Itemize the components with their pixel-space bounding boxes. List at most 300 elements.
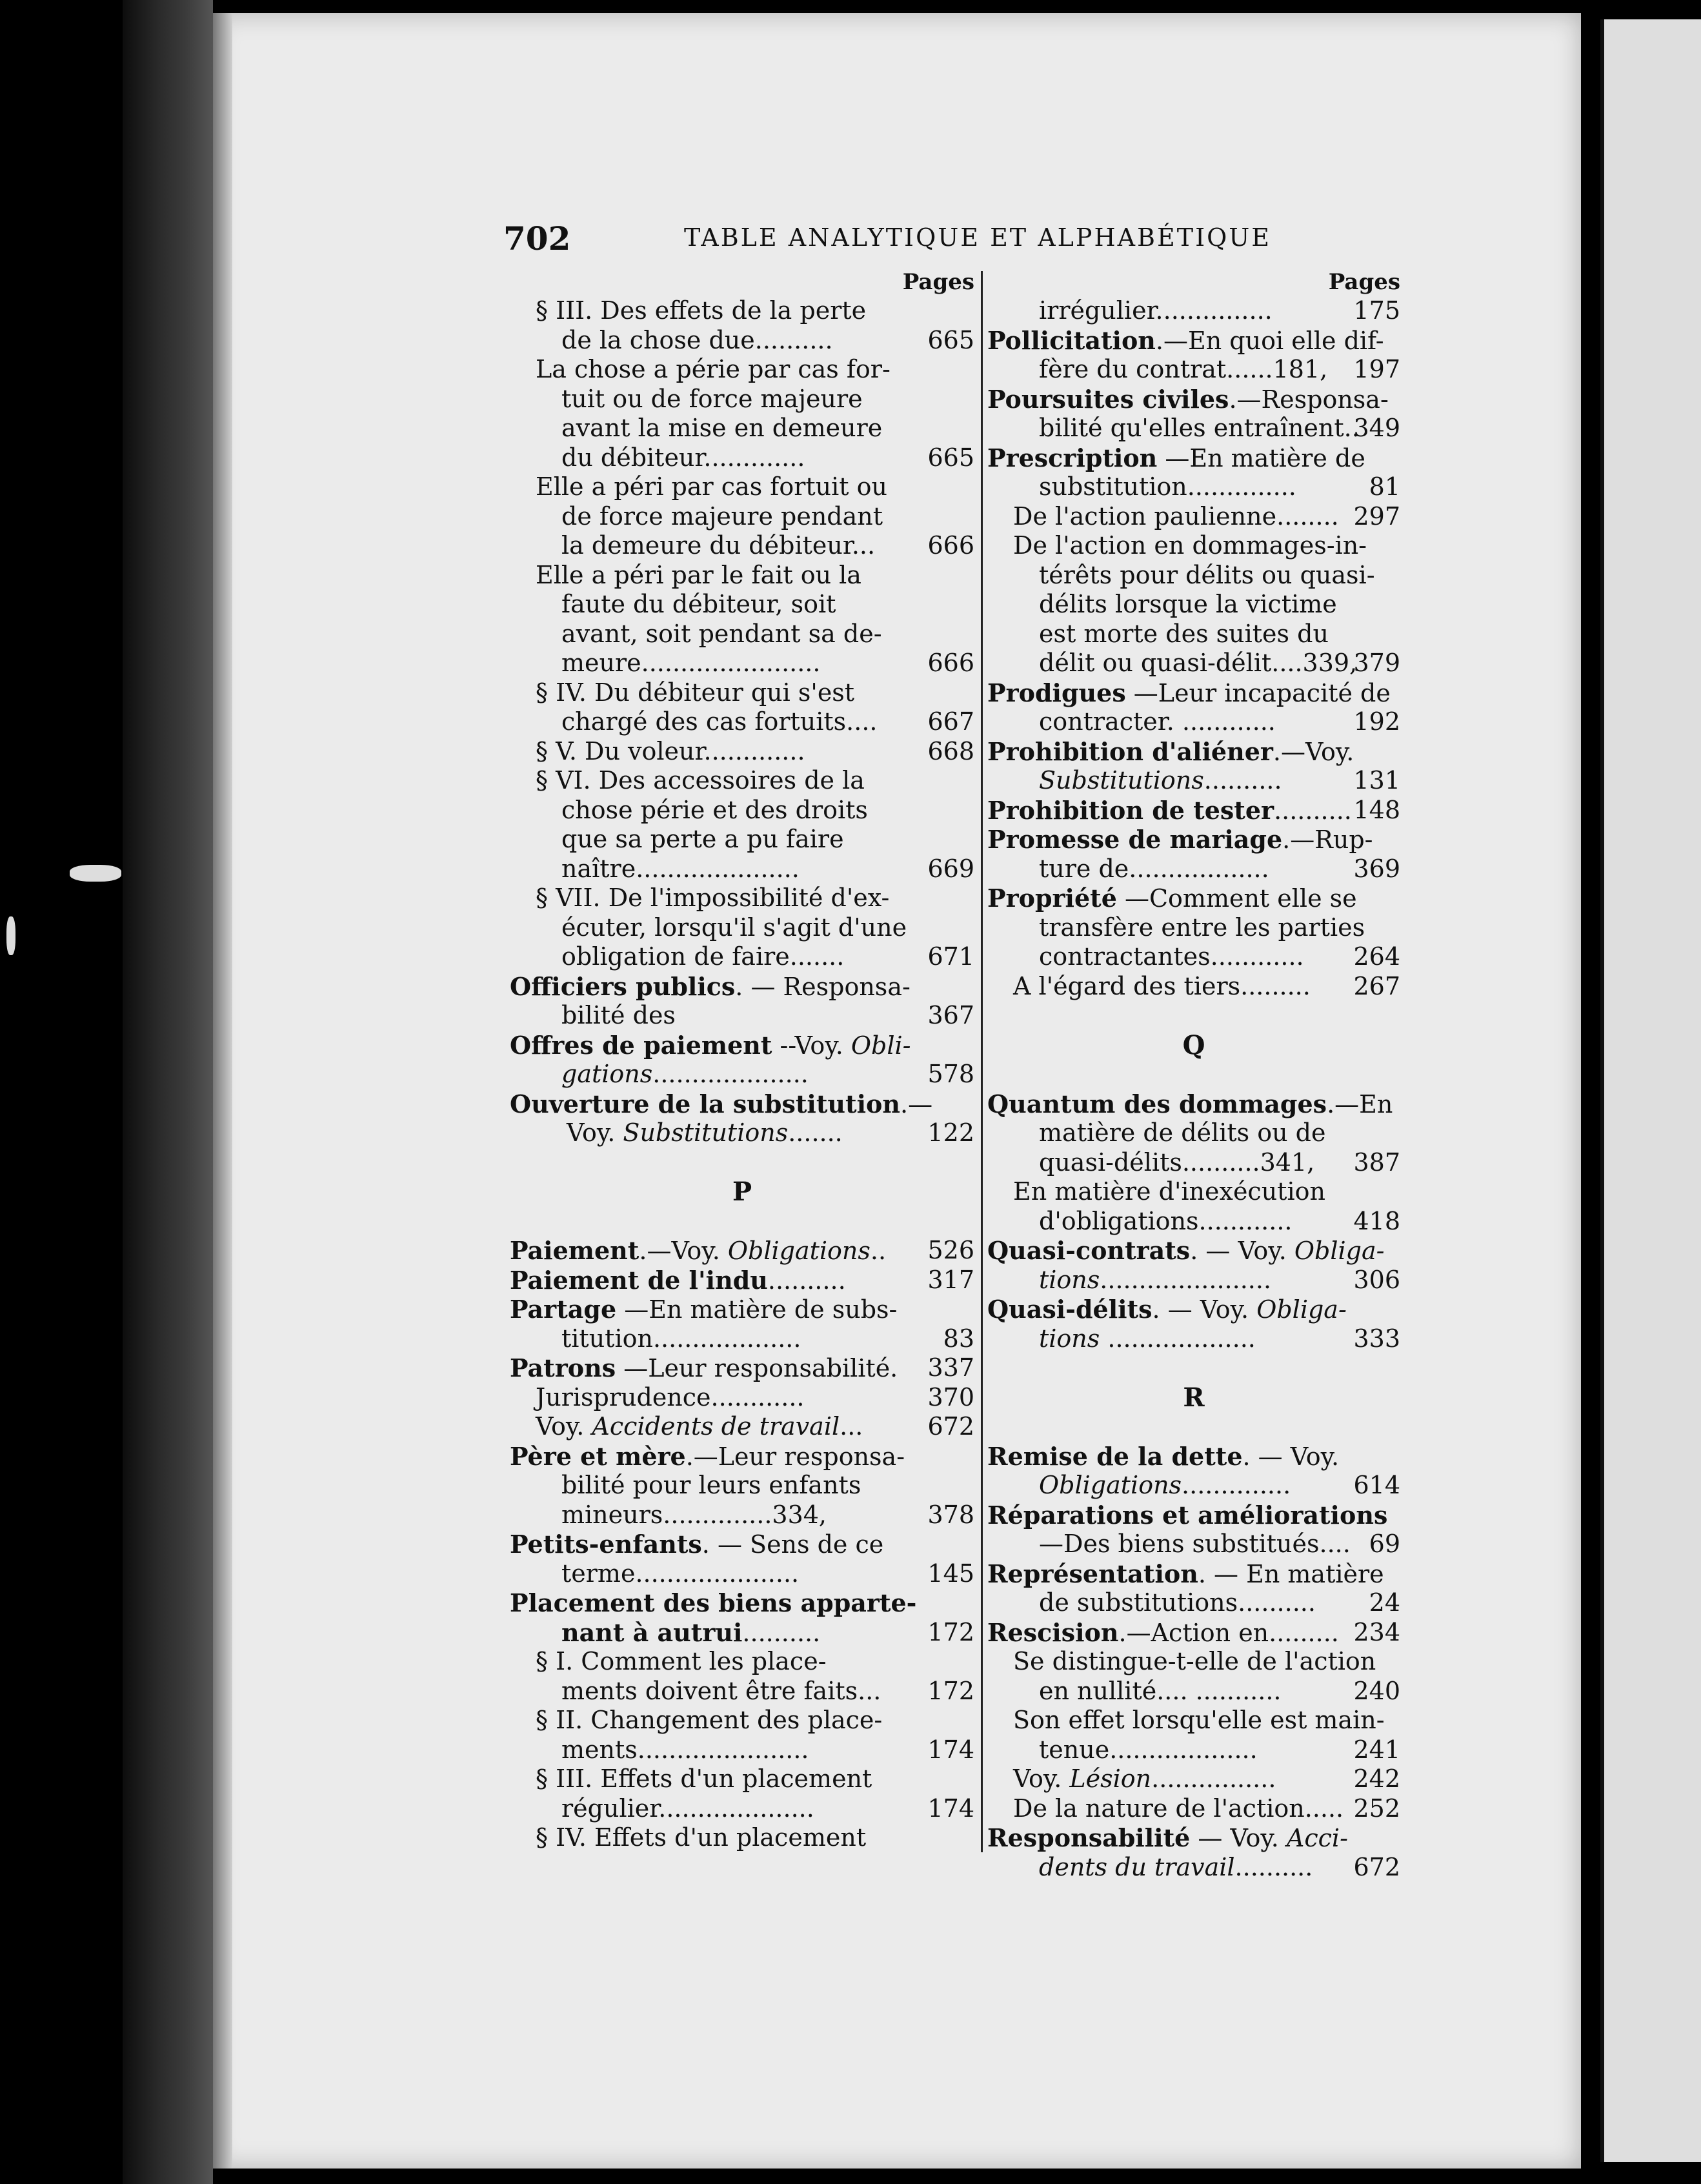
- page-reference: 264: [1353, 942, 1400, 971]
- index-entry-line: [987, 1647, 1400, 1677]
- index-entry-line: [510, 414, 974, 443]
- entry-heading: Petits-enfants: [510, 1530, 702, 1559]
- page-reference: 174: [927, 1794, 974, 1823]
- page-reference: 370: [927, 1382, 974, 1411]
- index-entry-line: [510, 942, 974, 972]
- entry-heading: Pollicitation: [987, 325, 1156, 355]
- index-entry-line: [510, 1677, 974, 1706]
- entry-text: d'obligations............: [1039, 1206, 1293, 1235]
- entry-text: § VII. De l'impossibilité d'ex-: [536, 884, 890, 912]
- page-reference: 81: [1369, 472, 1400, 501]
- index-entry-line: [510, 1559, 974, 1589]
- section-letter: R: [1183, 1382, 1205, 1413]
- index-entry-line: [510, 1501, 974, 1530]
- index-entry-line: [510, 1324, 974, 1354]
- entry-leader: ...: [840, 1412, 863, 1441]
- entry-leader: ..........: [1234, 1852, 1313, 1881]
- index-entry-line: [987, 1442, 1400, 1471]
- index-entry-line: [987, 1118, 1400, 1148]
- entry-text: Elle a péri par cas fortuit ou: [536, 472, 888, 501]
- entry-text: Voy.: [1013, 1764, 1070, 1793]
- index-entry-line: [987, 620, 1400, 649]
- entry-text: .—Voy.: [639, 1237, 728, 1265]
- entry-text: avant, soit pendant sa de-: [561, 619, 882, 648]
- entry-text: .—En quoi elle dif-: [1155, 326, 1384, 355]
- entry-text: de la chose due..........: [561, 325, 833, 354]
- page-reference: 242: [1353, 1764, 1400, 1793]
- entry-text: .—En: [1327, 1089, 1393, 1118]
- index-entry-line: [510, 1471, 974, 1501]
- entry-text: . — Voy.: [1242, 1442, 1340, 1471]
- index-entry-line: [510, 472, 974, 502]
- entry-heading: Remise de la dette: [987, 1441, 1243, 1471]
- index-entry-line: [987, 1794, 1400, 1824]
- index-entry-line: [987, 1559, 1400, 1589]
- index-entry-line: [510, 1118, 974, 1148]
- running-title: TABLE ANALYTIQUE ET ALPHABÉTIQUE: [684, 223, 1271, 252]
- index-entry-line: [510, 796, 974, 825]
- page-reference: 122: [927, 1118, 974, 1147]
- index-entry-line: [510, 972, 974, 1002]
- entry-list: [987, 296, 1400, 1882]
- page-reference: 367: [927, 1001, 974, 1029]
- index-entry-line: [987, 1677, 1400, 1706]
- index-entry-line: [987, 1236, 1400, 1266]
- entry-text: quasi-délits..........341,: [1039, 1148, 1315, 1177]
- page-reference: 672: [1353, 1852, 1400, 1881]
- entry-text: terme.....................: [561, 1559, 800, 1588]
- index-entry-line: [987, 678, 1400, 708]
- entry-text: .—Voy.: [1273, 737, 1354, 766]
- index-entry-line: [510, 1618, 974, 1648]
- index-entry-line: [987, 1764, 1400, 1794]
- entry-text: Jurisprudence............: [536, 1382, 805, 1411]
- entry-heading: Officiers publics: [510, 971, 736, 1001]
- index-entry-line: [510, 1794, 974, 1824]
- page-reference: 175: [1353, 296, 1400, 325]
- page-reference: 387: [1353, 1148, 1400, 1177]
- index-entry-line: [987, 825, 1400, 854]
- entry-text: est morte des suites du: [1039, 619, 1329, 648]
- entry-text: . — Sens de ce: [701, 1530, 884, 1559]
- page-reference: 369: [1353, 854, 1400, 883]
- entry-text: .—Leur responsa-: [685, 1442, 905, 1471]
- index-entry-line: [987, 1501, 1400, 1530]
- page-reference: 172: [927, 1617, 974, 1646]
- index-entry-line: [987, 766, 1400, 796]
- page-reference: 349: [1353, 414, 1400, 442]
- index-entry-line: [510, 296, 974, 326]
- index-entry-line: [510, 443, 974, 473]
- entry-text: ments doivent être faits...: [561, 1676, 881, 1705]
- entry-reference: Substitutions: [1039, 766, 1204, 794]
- entry-reference: tions: [1039, 1324, 1100, 1353]
- entry-text: chose périe et des droits: [561, 795, 868, 824]
- index-entry-line: [510, 1295, 974, 1324]
- entry-reference: Obligations: [1039, 1471, 1182, 1499]
- entry-text: titution...................: [561, 1324, 801, 1353]
- entry-reference: Accidents de travail: [592, 1412, 840, 1441]
- index-entry-line: [510, 1383, 974, 1413]
- entry-reference: dents du travail: [1039, 1852, 1235, 1881]
- index-entry-line: [510, 1060, 974, 1089]
- entry-text: obligation de faire.......: [561, 942, 845, 971]
- entry-heading: Poursuites civiles: [987, 384, 1229, 414]
- entry-text: meure.......................: [561, 649, 821, 677]
- entry-text: avant la mise en demeure: [561, 414, 883, 442]
- entry-text: irrégulier...............: [1039, 296, 1273, 325]
- entry-text: . — Voy.: [1152, 1295, 1257, 1324]
- index-entry-line: [510, 1353, 974, 1383]
- entry-text: —Comment elle se: [1116, 884, 1357, 913]
- entry-reference: Lésion: [1069, 1764, 1152, 1793]
- entry-reference: tions: [1039, 1265, 1100, 1294]
- index-entry-line: [510, 1266, 974, 1295]
- page-reference: 337: [927, 1353, 974, 1382]
- entry-reference: Obliga-: [1256, 1295, 1347, 1324]
- entry-text: ture de..................: [1039, 854, 1269, 883]
- page-reference: 317: [927, 1265, 974, 1294]
- entry-heading: Réparations et améliorations: [987, 1500, 1388, 1530]
- index-column-right: [987, 268, 1400, 1882]
- index-entry-line: [510, 1001, 974, 1031]
- page-reference: 145: [927, 1559, 974, 1588]
- entry-text: . — Responsa-: [735, 972, 911, 1001]
- entry-text: .—: [900, 1089, 933, 1118]
- index-entry-line: [987, 707, 1400, 737]
- entry-text: .—Responsa-: [1229, 385, 1389, 414]
- entry-text: chargé des cas fortuits....: [561, 707, 878, 736]
- index-entry-line: [987, 1324, 1400, 1354]
- page-reference: 83: [943, 1324, 974, 1353]
- page-reference: 174: [927, 1735, 974, 1764]
- index-entry-line: [987, 502, 1400, 532]
- page-reference: 614: [1353, 1471, 1400, 1499]
- entry-heading: Promesse de mariage: [987, 825, 1283, 854]
- paper-blemish: [6, 916, 15, 955]
- index-entry-line: [987, 296, 1400, 326]
- index-entry-line: [987, 472, 1400, 502]
- index-entry-line: [510, 1764, 974, 1794]
- entry-text: bilité des: [561, 1001, 676, 1029]
- index-entry-line: [987, 414, 1400, 443]
- index-entry-line: [987, 1735, 1400, 1765]
- entry-text: matière de délits ou de: [1039, 1118, 1326, 1147]
- index-entry-line: [510, 1031, 974, 1060]
- page-reference: 665: [927, 443, 974, 472]
- entry-text: térêts pour délits ou quasi-: [1039, 560, 1375, 589]
- entry-text: naître.....................: [561, 854, 800, 883]
- entry-heading: Représentation: [987, 1559, 1198, 1588]
- entry-heading: Paiement: [510, 1236, 639, 1265]
- page-reference: 333: [1353, 1324, 1400, 1353]
- index-entry-line: [987, 326, 1400, 356]
- page-reference: 306: [1353, 1265, 1400, 1294]
- entry-leader: ..........: [1203, 766, 1282, 794]
- index-entry-line: [510, 825, 974, 854]
- index-entry-line: [987, 1588, 1400, 1618]
- index-entry-line: [987, 1295, 1400, 1324]
- page-reference: 172: [927, 1676, 974, 1705]
- entry-text: écuter, lorsqu'il s'agit d'une: [561, 913, 907, 942]
- entry-heading: Propriété: [987, 884, 1117, 913]
- entry-text: fère du contrat......181,: [1039, 355, 1328, 383]
- entry-text: § V. Du voleur.............: [536, 736, 805, 765]
- entry-text: En matière d'inexécution: [1013, 1177, 1325, 1206]
- index-entry-line: [987, 1471, 1400, 1501]
- entry-heading: Placement des biens apparte-: [510, 1588, 917, 1617]
- index-entry-line: [987, 561, 1400, 591]
- entry-text: en nullité.... ...........: [1039, 1676, 1282, 1705]
- index-entry-line: [510, 1588, 974, 1618]
- entry-text: Voy.: [567, 1118, 623, 1147]
- entry-leader: .......: [788, 1118, 843, 1147]
- entry-list: [510, 296, 974, 1853]
- entry-leader: ..: [870, 1237, 887, 1265]
- entry-text: . — Voy.: [1190, 1237, 1294, 1265]
- index-entry-line: [510, 913, 974, 943]
- index-entry-line: [510, 385, 974, 414]
- entry-text: —Leur responsabilité.: [616, 1354, 898, 1382]
- page-reference: 666: [927, 531, 974, 560]
- entry-text: .—Action en.........: [1118, 1618, 1339, 1647]
- entry-text: faute du débiteur, soit: [561, 590, 836, 618]
- index-entry-line: [510, 355, 974, 385]
- entry-text: § IV. Du débiteur qui s'est: [536, 678, 855, 707]
- entry-text: La chose a périe par cas for-: [536, 355, 891, 383]
- entry-heading: Prohibition de tester: [987, 795, 1274, 825]
- index-entry-line: [510, 766, 974, 796]
- index-entry-line: [987, 737, 1400, 767]
- entry-leader: ......................: [1100, 1265, 1272, 1294]
- index-entry-line: [987, 1089, 1400, 1119]
- entry-text: § III. Effets d'un placement: [536, 1764, 872, 1793]
- entry-heading: Prodigues: [987, 678, 1126, 707]
- index-entry-line: [510, 1442, 974, 1471]
- index-entry-line: [510, 1530, 974, 1559]
- page-reference: 234: [1353, 1617, 1400, 1646]
- entry-text: Elle a péri par le fait ou la: [536, 560, 861, 589]
- entry-text: —En matière de subs-: [616, 1295, 898, 1324]
- index-entry-line: [510, 620, 974, 649]
- index-entry-line: [510, 649, 974, 678]
- entry-text: § IV. Effets d'un placement: [536, 1823, 867, 1852]
- entry-text: tuit ou de force majeure: [561, 384, 863, 413]
- entry-heading: Prohibition d'aliéner: [987, 736, 1273, 766]
- entry-text: ..........: [742, 1618, 821, 1647]
- index-entry-line: [510, 502, 974, 532]
- page-reference: 578: [927, 1060, 974, 1088]
- page-reference: 667: [927, 707, 974, 736]
- entry-reference: gations: [561, 1060, 653, 1088]
- entry-text: de force majeure pendant: [561, 501, 883, 531]
- entry-heading: Offres de paiement: [510, 1030, 772, 1060]
- page-reference: 526: [927, 1236, 974, 1264]
- page-reference: 148: [1353, 795, 1400, 824]
- index-entry-line: [987, 1207, 1400, 1237]
- entry-text: régulier....................: [561, 1794, 814, 1823]
- entry-heading: Quasi-délits: [987, 1295, 1152, 1324]
- entry-heading: Responsabilité: [987, 1823, 1191, 1852]
- index-entry-line: [987, 649, 1400, 678]
- index-entry-line: [510, 561, 974, 591]
- entry-text: § III. Des effets de la perte: [536, 296, 867, 325]
- entry-text: Se distingue-t-elle de l'action: [1013, 1647, 1376, 1675]
- entry-heading: Rescision: [987, 1617, 1119, 1647]
- index-entry-line: [987, 972, 1400, 1002]
- entry-text: ..........: [1274, 796, 1352, 825]
- page-reference: 252: [1353, 1794, 1400, 1823]
- index-entry-line: [987, 1148, 1400, 1178]
- entry-leader: ..............: [1182, 1471, 1291, 1499]
- index-entry-line: [987, 590, 1400, 620]
- entry-leader: ....................: [652, 1060, 809, 1088]
- page-reference: 131: [1353, 766, 1400, 794]
- index-entry-line: [510, 1089, 974, 1119]
- entry-heading: Partage: [510, 1295, 617, 1324]
- index-entry-line: [987, 1706, 1400, 1735]
- page-reference: 240: [1353, 1676, 1400, 1705]
- index-entry-line: [987, 1618, 1400, 1648]
- entry-text: que sa perte a pu faire: [561, 825, 844, 853]
- entry-heading: Quasi-contrats: [987, 1236, 1191, 1265]
- index-entry-line: [510, 1735, 974, 1765]
- index-entry-line: [510, 854, 974, 884]
- entry-text: § I. Comment les place-: [536, 1647, 827, 1675]
- entry-text: . — En matière: [1198, 1559, 1384, 1588]
- entry-heading: Ouverture de la substitution: [510, 1089, 900, 1118]
- index-entry-line: [987, 942, 1400, 972]
- index-entry-line: [987, 1853, 1400, 1883]
- index-entry-line: [987, 854, 1400, 884]
- entry-text: transfère entre les parties: [1039, 913, 1365, 942]
- entry-leader: ................: [1151, 1764, 1276, 1793]
- blank-line: [987, 1412, 1400, 1442]
- entry-text: substitution..............: [1039, 472, 1296, 501]
- entry-heading: Père et mère: [510, 1441, 686, 1471]
- page-reference: 672: [927, 1412, 974, 1441]
- entry-text: bilité pour leurs enfants: [561, 1471, 861, 1499]
- entry-text: ments......................: [561, 1735, 809, 1764]
- page-reference: 671: [927, 942, 974, 971]
- index-entry-line: [987, 1823, 1400, 1853]
- index-column-left: [510, 268, 974, 1853]
- page-reference: 665: [927, 325, 974, 354]
- blank-line: [510, 1148, 974, 1178]
- entry-reference: Obligations: [727, 1237, 871, 1265]
- page-reference: 668: [927, 736, 974, 765]
- book-spine-shadow: [123, 0, 213, 2184]
- blank-line: [987, 1060, 1400, 1089]
- entry-heading: nant à autrui: [561, 1617, 743, 1647]
- entry-reference: Obliga-: [1294, 1237, 1385, 1265]
- entry-text: Son effet lorsqu'elle est main-: [1013, 1706, 1385, 1734]
- entry-text: A l'égard des tiers.........: [1013, 971, 1311, 1000]
- index-entry-line: [510, 707, 974, 737]
- index-entry-line: [510, 884, 974, 913]
- index-entry-line: [510, 326, 974, 356]
- index-entry-line: [510, 678, 974, 708]
- entry-text: délits lorsque la victime: [1039, 590, 1337, 618]
- entry-text: du débiteur.............: [561, 443, 805, 472]
- page-reference: 192: [1353, 707, 1400, 736]
- page-reference: 297: [1353, 501, 1400, 531]
- entry-text: § II. Changement des place-: [536, 1706, 883, 1734]
- entry-text: § VI. Des accessoires de la: [536, 766, 865, 794]
- entry-text: bilité qu'elles entraînent..: [1039, 414, 1360, 442]
- page-reference: 24: [1369, 1588, 1400, 1617]
- entry-reference: Substitutions: [623, 1118, 789, 1147]
- entry-text: —Leur incapacité de: [1125, 678, 1391, 707]
- index-entry-line: [510, 590, 974, 620]
- page-reference: 69: [1369, 1530, 1400, 1558]
- index-entry-line: [987, 1530, 1400, 1559]
- entry-heading: Paiement de l'indu: [510, 1265, 768, 1295]
- entry-heading: Patrons: [510, 1353, 616, 1382]
- index-entry-line: [510, 1823, 974, 1853]
- index-entry-line: [987, 913, 1400, 943]
- entry-text: De l'action paulienne........: [1013, 501, 1339, 531]
- page-reference: 378: [927, 1500, 974, 1529]
- entry-reference: Obli-: [850, 1031, 911, 1060]
- entry-text: ..........: [767, 1266, 846, 1295]
- index-entry-line: [510, 1647, 974, 1677]
- page-reference: 669: [927, 854, 974, 883]
- index-entry-line: [987, 531, 1400, 561]
- entry-reference: Acci-: [1286, 1824, 1348, 1852]
- page-reference: 379: [1353, 649, 1400, 677]
- page-reference: 241: [1353, 1735, 1400, 1764]
- index-entry-line: [510, 1412, 974, 1442]
- index-entry-line: [987, 385, 1400, 414]
- index-entry-line: [987, 1266, 1400, 1295]
- index-entry-line: [510, 1236, 974, 1266]
- index-entry-line: [510, 531, 974, 561]
- entry-text: —Des biens substitués....: [1039, 1530, 1351, 1558]
- page-reference: 666: [927, 649, 974, 677]
- entry-text: Voy.: [536, 1412, 592, 1441]
- page-reference: 418: [1353, 1206, 1400, 1235]
- pages-heading: Pages: [902, 269, 974, 295]
- entry-text: .—Rup-: [1282, 825, 1373, 854]
- entry-heading: Prescription: [987, 443, 1158, 472]
- section-letter: Q: [1182, 1029, 1205, 1060]
- entry-text: --Voy.: [772, 1031, 851, 1060]
- pages-heading: Pages: [1328, 269, 1400, 295]
- entry-text: — Voy.: [1190, 1824, 1287, 1852]
- entry-text: mineurs..............334,: [561, 1500, 827, 1529]
- entry-text: délit ou quasi-délit....339,: [1039, 649, 1358, 677]
- entry-heading: Quantum des dommages: [987, 1089, 1327, 1118]
- blank-line: [510, 1207, 974, 1237]
- page-reference: 267: [1353, 971, 1400, 1000]
- page-gutter: [213, 13, 232, 2169]
- entry-text: tenue...................: [1039, 1735, 1258, 1764]
- entry-text: la demeure du débiteur...: [561, 531, 876, 560]
- index-entry-line: [987, 1177, 1400, 1207]
- section-letter: P: [732, 1177, 752, 1207]
- index-entry-line: [987, 884, 1400, 913]
- entry-text: de substitutions..........: [1039, 1588, 1316, 1617]
- index-entry-line: [510, 1706, 974, 1735]
- running-head: [503, 219, 1278, 265]
- entry-text: De l'action en dommages-in-: [1013, 531, 1367, 560]
- index-entry-line: [987, 355, 1400, 385]
- column-rule: [981, 271, 983, 1852]
- entry-text: contractantes............: [1039, 942, 1304, 971]
- blank-line: [987, 1001, 1400, 1031]
- entry-text: contracter. ............: [1039, 707, 1276, 736]
